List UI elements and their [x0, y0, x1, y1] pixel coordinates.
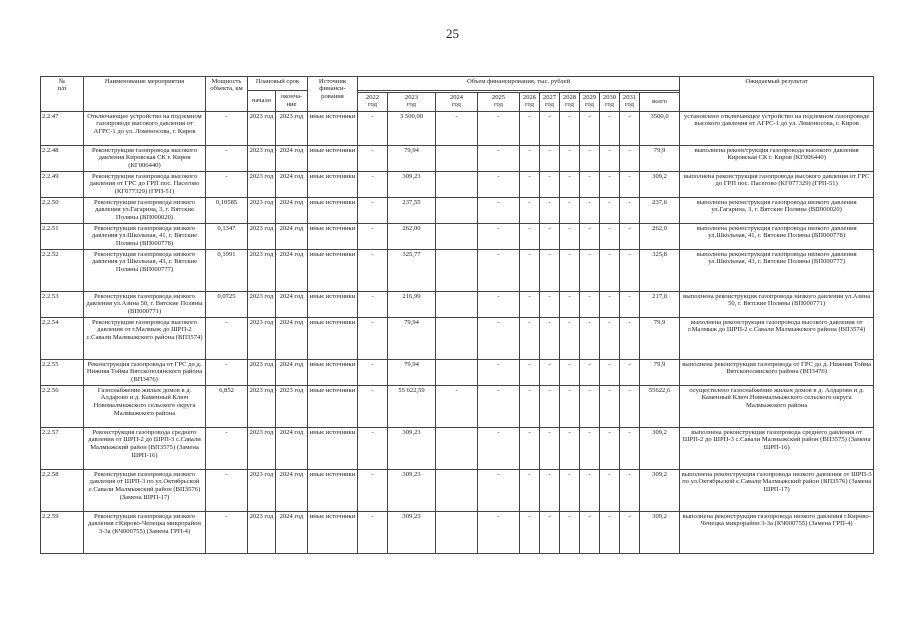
row-start: 2023 год — [248, 112, 276, 146]
row-2024 — [436, 360, 478, 386]
row-capacity: - — [206, 470, 248, 512]
row-2029: - — [580, 224, 600, 250]
row-end: 2024 год — [276, 172, 308, 198]
row-2023: 79,94 — [388, 360, 436, 386]
row-2028: - — [560, 250, 580, 292]
row-2024: - — [436, 386, 478, 428]
row-total: 79,9 — [640, 318, 680, 360]
row-source: иные источники — [308, 146, 358, 172]
row-end: 2023 год — [276, 386, 308, 428]
row-source: иные источники — [308, 112, 358, 146]
row-2025: - — [478, 386, 520, 428]
row-end: 2024 год — [276, 146, 308, 172]
row-start: 2023 год — [248, 512, 276, 554]
row-2029: - — [580, 250, 600, 292]
row-name: Отключающее устройство на подземном газопроводе высокого давления от АГРС-1 до ул. Ломоносова, г. Киров — [84, 112, 206, 146]
row-capacity: - — [206, 360, 248, 386]
row-end: 2024 год — [276, 470, 308, 512]
row-total: 79,9 — [640, 146, 680, 172]
row-2024 — [436, 224, 478, 250]
row-source: иные источники — [308, 512, 358, 554]
row-result: выполнена реконструкция газопровода низкого давления ул.Школьная, 43, г. Вятские Поляны (ВП000777) — [680, 250, 874, 292]
header-year: 2029 год — [580, 93, 600, 112]
row-2030: - — [600, 172, 620, 198]
row-total: 79,9 — [640, 360, 680, 386]
row-number: 2.2.49 — [41, 172, 84, 198]
table-row — [41, 292, 874, 318]
row-number: 2.2.58 — [41, 470, 84, 512]
row-2027: - — [540, 198, 560, 224]
row-2031: - — [620, 112, 640, 146]
header-source: Источник финанси- рования — [308, 77, 358, 112]
row-source: иные источники — [308, 224, 358, 250]
row-2027: - — [540, 172, 560, 198]
row-2027: - — [540, 512, 560, 554]
row-start: 2023 год — [248, 172, 276, 198]
row-source: иные источники — [308, 470, 358, 512]
row-source: иные источники — [308, 318, 358, 360]
row-2028: - — [560, 428, 580, 470]
row-2023: 309,23 — [388, 428, 436, 470]
row-2029: - — [580, 172, 600, 198]
row-name: Газоснабжение жилых домов в д. Алдарово и д. Каменный Ключ Новомалмыжского сельского округа Малмыжского района — [84, 386, 206, 428]
table-row — [41, 146, 874, 172]
row-capacity: - — [206, 318, 248, 360]
header-year: 2023 год — [388, 93, 436, 112]
row-2025: - — [478, 360, 520, 386]
row-2022: - — [358, 512, 388, 554]
row-end: 2024 год — [276, 250, 308, 292]
row-2026: - — [520, 198, 540, 224]
header-period-start: начало — [248, 91, 276, 112]
header-year: 2022 год — [358, 93, 388, 112]
row-total: 309,2 — [640, 428, 680, 470]
row-2025: - — [478, 512, 520, 554]
row-2026: - — [520, 428, 540, 470]
row-2030: - — [600, 146, 620, 172]
row-number: 2.2.48 — [41, 146, 84, 172]
row-start: 2023 год — [248, 250, 276, 292]
row-2025: - — [478, 172, 520, 198]
row-2029: - — [580, 386, 600, 428]
row-2026: - — [520, 250, 540, 292]
table-row — [41, 198, 874, 224]
row-2022: - — [358, 292, 388, 318]
row-name: Реконструкция газопровода низкого давления ул.Школьная, 41, г. Вятские Поляны (ВП000778) — [84, 224, 206, 250]
row-2031: - — [620, 146, 640, 172]
row-2031: - — [620, 360, 640, 386]
row-2031: - — [620, 198, 640, 224]
row-number: 2.2.53 — [41, 292, 84, 318]
row-2025: - — [478, 224, 520, 250]
row-2030: - — [600, 292, 620, 318]
row-capacity: 6,852 — [206, 386, 248, 428]
row-2026: - — [520, 360, 540, 386]
row-2028: - — [560, 172, 580, 198]
header-year: 2024 год — [436, 93, 478, 112]
header-total: всего — [640, 93, 680, 112]
row-2025: - — [478, 470, 520, 512]
header-capacity: Мощность объекта, км — [206, 77, 248, 112]
row-capacity: 0,10585 — [206, 198, 248, 224]
row-name: Реконструкция газопровода высокого давления от г.Малмыж до ШРП-2 с.Савали Малмыжского района (ВП3574) — [84, 318, 206, 360]
row-number: 2.2.51 — [41, 224, 84, 250]
row-capacity: - — [206, 428, 248, 470]
row-2025: - — [478, 198, 520, 224]
row-2030: - — [600, 318, 620, 360]
row-2028: - — [560, 360, 580, 386]
table-row — [41, 386, 874, 428]
row-number: 2.2.50 — [41, 198, 84, 224]
row-2031: - — [620, 470, 640, 512]
row-name: Реконструкция газопровода низкого давления ул Школьная, 43, г. Вятские Поляны (ВП000777) — [84, 250, 206, 292]
row-2023: 79,94 — [388, 146, 436, 172]
row-start: 2023 год — [248, 360, 276, 386]
row-2025: - — [478, 318, 520, 360]
row-2030: - — [600, 360, 620, 386]
row-2031: - — [620, 386, 640, 428]
table-row — [41, 428, 874, 470]
row-2027: - — [540, 428, 560, 470]
row-2024: - — [436, 112, 478, 146]
row-total: 309,2 — [640, 512, 680, 554]
row-2024 — [436, 428, 478, 470]
row-2028: - — [560, 386, 580, 428]
row-start: 2023 год — [248, 292, 276, 318]
row-2023: 262,00 — [388, 224, 436, 250]
row-2025: - — [478, 112, 520, 146]
header-volume: Объем финансирования, тыс. рублей — [358, 77, 680, 91]
row-number: 2.2.52 — [41, 250, 84, 292]
row-2028: - — [560, 224, 580, 250]
row-2029: - — [580, 292, 600, 318]
row-2023: 216,99 — [388, 292, 436, 318]
row-2029: - — [580, 428, 600, 470]
header-year: 2026 год — [520, 93, 540, 112]
row-2022: - — [358, 112, 388, 146]
row-name: Реконструкция газопровода низкого давления г.Кирово-Чепецка микрорайон 3-3а (КЧ000755) (Замена ГРП-4) — [84, 512, 206, 554]
row-2023: 325,77 — [388, 250, 436, 292]
row-end: 2024 год — [276, 512, 308, 554]
row-2023: 309,23 — [388, 512, 436, 554]
row-2027: - — [540, 112, 560, 146]
row-name: Реконструкция газопровода низкого давления ул.Гагарина, 3, г. Вятские Поляны (ВП000020) — [84, 198, 206, 224]
row-2022: - — [358, 386, 388, 428]
row-2025: - — [478, 428, 520, 470]
row-start: 2023 год — [248, 224, 276, 250]
row-2028: - — [560, 146, 580, 172]
row-2024 — [436, 470, 478, 512]
row-name: Реконструкция газопровода среднего давления от ШРП-2 до ШРП-3 с.Савали Малмыжский район (ВП3575) (Замена ШРП-16) — [84, 428, 206, 470]
row-2024 — [436, 172, 478, 198]
row-2030: - — [600, 112, 620, 146]
row-total: 3500,0 — [640, 112, 680, 146]
table-row — [41, 224, 874, 250]
header-num: № п/п — [41, 77, 84, 112]
row-result: установлено отключающее устройство на подземном газопроводе высокого давления от АГРС-1 до ул. Ломоносова, г. Киров — [680, 112, 874, 146]
row-2022: - — [358, 250, 388, 292]
row-end: 2024 год — [276, 292, 308, 318]
table-row — [41, 172, 874, 198]
row-2024 — [436, 292, 478, 318]
row-result: выполнена реконструкция газопровода низкого давления ул.Школьная, 41, г. Вятские Поляны (ВП000778) — [680, 224, 874, 250]
row-name: Реконструкция газопровода высокого давления Кировская СК г. Киров (КГ006440) — [84, 146, 206, 172]
row-2029: - — [580, 318, 600, 360]
row-start: 2023 год — [248, 318, 276, 360]
row-2026: - — [520, 318, 540, 360]
row-result: выполнена реконструкция газопровода низкого давления от ШРП-3 по ул.Октябрьской с.Савали Малмыжский район (ВП3576) (Замена ШРП-17) — [680, 470, 874, 512]
row-result: выполнена реконструкция газопровода высокого давления от г.Малмыж до ШРП-2 с.Савали Малмыжского района (ВП3574) — [680, 318, 874, 360]
row-number: 2.2.59 — [41, 512, 84, 554]
row-source: иные источники — [308, 428, 358, 470]
row-start: 2023 год — [248, 428, 276, 470]
row-2022: - — [358, 470, 388, 512]
row-2029: - — [580, 470, 600, 512]
row-2029: - — [580, 112, 600, 146]
row-2022: - — [358, 146, 388, 172]
row-2030: - — [600, 428, 620, 470]
row-2022: - — [358, 198, 388, 224]
financing-table — [40, 76, 874, 554]
row-2022: - — [358, 224, 388, 250]
row-name: Реконструкция газопровода низкого давления от ШРП-3 по ул.Октябрьской с.Савали Малмыжский район (ВП3576) (Замена ШРП-17) — [84, 470, 206, 512]
row-total: 325,8 — [640, 250, 680, 292]
row-2031: - — [620, 318, 640, 360]
row-result: выполнена реконструкция газопровода от ГРС до д. Нижняя Тойма Вятскополянского района (ВП3476) — [680, 360, 874, 386]
header-period-end: оконча- ние — [276, 91, 308, 112]
row-2031: - — [620, 512, 640, 554]
row-2030: - — [600, 224, 620, 250]
row-name: Реконструкция газопровода высокого давления от ГРС до ГРП пос. Пасегово (КГ077329) (ГРП-51) — [84, 172, 206, 198]
row-number: 2.2.47 — [41, 112, 84, 146]
row-2028: - — [560, 112, 580, 146]
row-2028: - — [560, 318, 580, 360]
row-2029: - — [580, 512, 600, 554]
row-2031: - — [620, 224, 640, 250]
row-2027: - — [540, 470, 560, 512]
row-2027: - — [540, 360, 560, 386]
table-header — [41, 77, 874, 112]
row-2026: - — [520, 470, 540, 512]
row-number: 2.2.57 — [41, 428, 84, 470]
row-2023: 55 622,59 — [388, 386, 436, 428]
row-end: 2024 год — [276, 360, 308, 386]
row-2025: - — [478, 146, 520, 172]
row-2027: - — [540, 318, 560, 360]
page-number: 25 — [446, 26, 459, 41]
row-source: иные источники — [308, 172, 358, 198]
row-capacity: - — [206, 172, 248, 198]
row-result: выполнена реконструкция газопровода среднего давления от ШРП-2 до ШРП-3 с.Савали Малмыжский район (ВП3575) (Замена ШРП-16) — [680, 428, 874, 470]
row-2023: 79,94 — [388, 318, 436, 360]
row-2029: - — [580, 146, 600, 172]
row-2026: - — [520, 386, 540, 428]
row-2031: - — [620, 292, 640, 318]
row-2027: - — [540, 292, 560, 318]
row-2030: - — [600, 470, 620, 512]
row-2026: - — [520, 292, 540, 318]
row-capacity: 0,1347 — [206, 224, 248, 250]
row-2026: - — [520, 146, 540, 172]
row-2022: - — [358, 318, 388, 360]
row-result: выполнена реконструкция газопровода высокого давления от ГРС до ГРП пос. Пасегово (КГ077329) (ГРП-51) — [680, 172, 874, 198]
row-total: 262,0 — [640, 224, 680, 250]
row-2022: - — [358, 360, 388, 386]
row-2030: - — [600, 386, 620, 428]
row-end: 2024 год — [276, 428, 308, 470]
row-source: иные источники — [308, 250, 358, 292]
row-source: иные источники — [308, 360, 358, 386]
row-source: иные источники — [308, 198, 358, 224]
row-2024 — [436, 512, 478, 554]
row-2028: - — [560, 292, 580, 318]
row-start: 2023 год — [248, 386, 276, 428]
row-result: выполнена реконструкция газопровода высокого давления Кировская СК г. Киров (КГ006440) — [680, 146, 874, 172]
row-end: 2023 год — [276, 112, 308, 146]
row-2024 — [436, 250, 478, 292]
row-2029: - — [580, 198, 600, 224]
table-row — [41, 250, 874, 292]
row-2026: - — [520, 224, 540, 250]
row-2023: 3 500,00 — [388, 112, 436, 146]
row-2027: - — [540, 146, 560, 172]
row-2024 — [436, 318, 478, 360]
row-2031: - — [620, 250, 640, 292]
header-name: Наименование мероприятия — [84, 77, 206, 112]
row-end: 2024 год — [276, 198, 308, 224]
row-2024 — [436, 146, 478, 172]
row-name: Реконструкция газопровода от ГРС до д. Нижняя Тойма Вятскополянского района (ВП3476) — [84, 360, 206, 386]
row-number: 2.2.54 — [41, 318, 84, 360]
row-2026: - — [520, 172, 540, 198]
row-2023: 309,23 — [388, 470, 436, 512]
row-2028: - — [560, 198, 580, 224]
row-result: осуществлено газоснабжение жилых домов в д. Алдарово и д. Каменный Ключ Новомалмыжского сельского округа Малмыжского района — [680, 386, 874, 428]
row-end: 2024 год — [276, 318, 308, 360]
row-2030: - — [600, 198, 620, 224]
row-2029: - — [580, 360, 600, 386]
row-capacity: - — [206, 146, 248, 172]
row-2028: - — [560, 512, 580, 554]
header-year: 2027 год — [540, 93, 560, 112]
row-total: 309,2 — [640, 172, 680, 198]
row-2031: - — [620, 428, 640, 470]
row-start: 2023 год — [248, 146, 276, 172]
row-2023: 237,55 — [388, 198, 436, 224]
table-row — [41, 512, 874, 554]
row-2030: - — [600, 250, 620, 292]
row-2027: - — [540, 250, 560, 292]
row-total: 309,2 — [640, 470, 680, 512]
row-2024 — [436, 198, 478, 224]
row-2030: - — [600, 512, 620, 554]
row-2027: - — [540, 224, 560, 250]
row-total: 217,0 — [640, 292, 680, 318]
table-row — [41, 470, 874, 512]
row-end: 2024 год — [276, 224, 308, 250]
row-capacity: 0,0725 — [206, 292, 248, 318]
row-2025: - — [478, 292, 520, 318]
row-2023: 309,23 — [388, 172, 436, 198]
table-body — [41, 112, 874, 554]
table-row — [41, 318, 874, 360]
row-total: 55622,6 — [640, 386, 680, 428]
row-2027: - — [540, 386, 560, 428]
row-2022: - — [358, 428, 388, 470]
row-total: 237,6 — [640, 198, 680, 224]
row-2026: - — [520, 512, 540, 554]
header-year: 2031 год — [620, 93, 640, 112]
row-name: Реконструкция газопровода низкого давления ул.Азина 50, г. Вятские Поляны (ВП000771) — [84, 292, 206, 318]
header-year: 2030 год — [600, 93, 620, 112]
row-2026: - — [520, 112, 540, 146]
row-start: 2023 год — [248, 198, 276, 224]
header-period: Плановый срок — [248, 77, 308, 91]
row-2028: - — [560, 470, 580, 512]
row-result: выполнена реконструкция газопровода низкого давления ул.Гагарина, 3, г. Вятские Поляны (ВП000020) — [680, 198, 874, 224]
row-result: выполнена реконструкция газопровода низкого давления ул.Азина 50, г. Вятские Поляны (ВП000771) — [680, 292, 874, 318]
row-source: иные источники — [308, 292, 358, 318]
row-number: 2.2.56 — [41, 386, 84, 428]
row-2031: - — [620, 172, 640, 198]
table-row — [41, 112, 874, 146]
row-2025: - — [478, 250, 520, 292]
row-capacity: - — [206, 512, 248, 554]
table-row — [41, 360, 874, 386]
header-year: 2028 год — [560, 93, 580, 112]
row-capacity: - — [206, 112, 248, 146]
row-capacity: 0,1991 — [206, 250, 248, 292]
header-year: 2025 год — [478, 93, 520, 112]
header-result: Ожидаемый результат — [680, 77, 874, 112]
row-2022: - — [358, 172, 388, 198]
row-source: иные источники — [308, 386, 358, 428]
row-number: 2.2.55 — [41, 360, 84, 386]
row-result: выполнена реконструкция газопровода низкого давления г.Кирово-Чепецка микрорайон 3-3а (КЧ000755) (Замена ГРП-4) — [680, 512, 874, 554]
row-start: 2023 год — [248, 470, 276, 512]
